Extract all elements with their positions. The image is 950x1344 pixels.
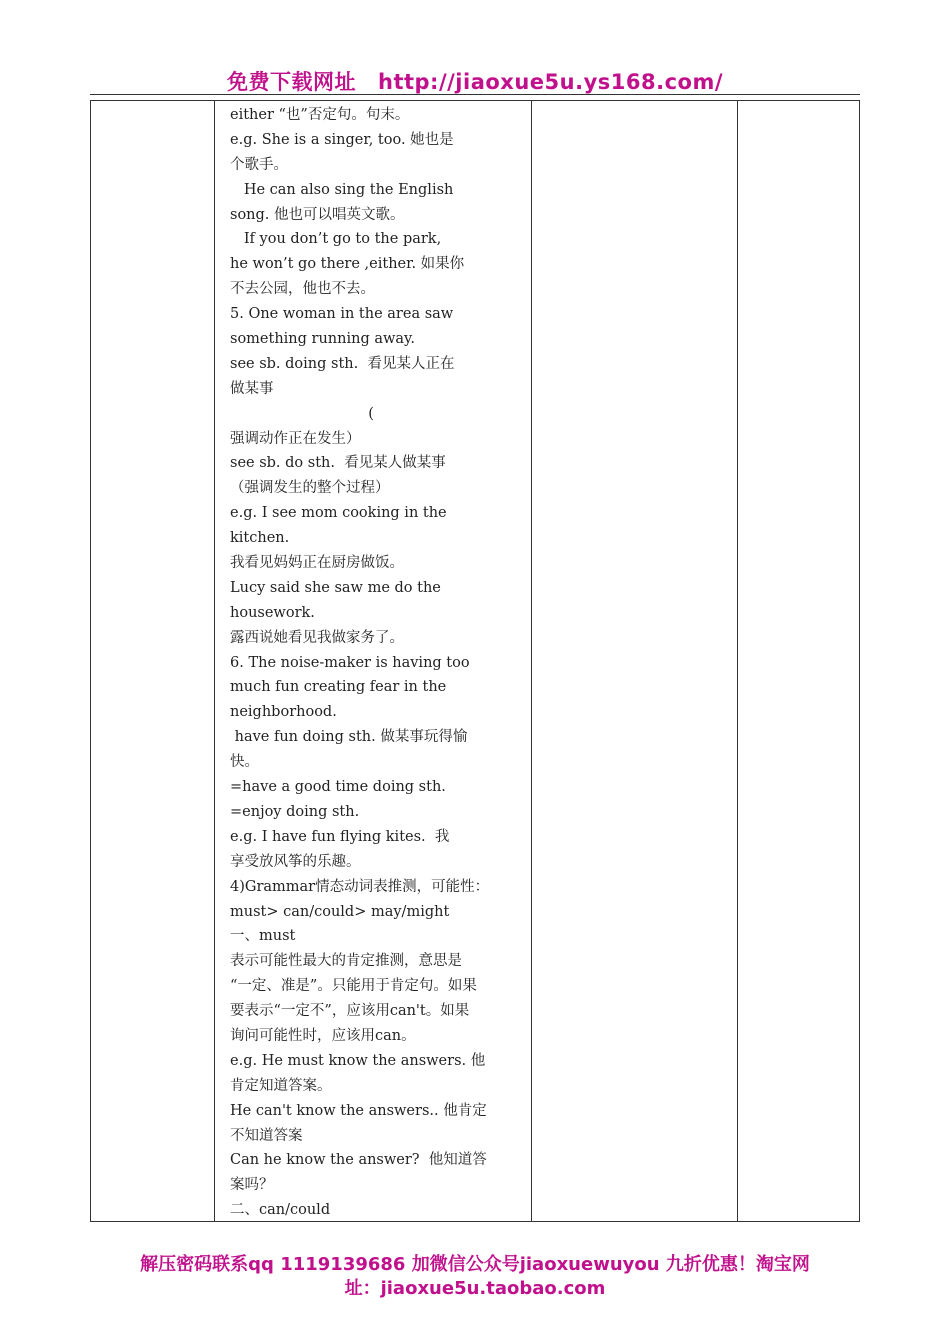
content-line: kitchen. [230,530,290,547]
header-url[interactable]: http://jiaoxue5u.ys168.com/ [378,70,723,94]
content-line: “一定、准是”。只能用于肯定句。如果 [230,978,477,995]
content-line: 做某事 [230,380,274,397]
column-divider-3 [737,101,738,1221]
content-line: 4)Grammar情态动词表推测，可能性： [230,878,490,895]
content-line: 5. One woman in the area saw [230,306,454,323]
content-line: =enjoy doing sth. [230,803,360,820]
content-line: much fun creating fear in the [230,679,447,696]
content-line: 快。 [230,754,259,771]
content-line: 要表示“一定不”，应该用can't。如果 [230,1003,470,1020]
content-line: see sb. do sth. 看见某人做某事 [230,455,446,472]
content-line: have fun doing sth. 做某事玩得愉 [230,729,468,746]
content-line: either “也”否定句。句末。 [230,107,410,123]
content-line: 肯定知道答案。 [230,1077,332,1094]
content-line: 露西说她看见我做家务了。 [230,629,404,646]
content-line: neighborhood. [230,704,337,721]
content-line: e.g. She is a singer, too. 她也是 [230,131,454,148]
content-line: 6. The noise-maker is having too [230,654,470,671]
header-rule [90,94,860,95]
content-line: 表示可能性最大的肯定推测，意思是 [230,953,462,970]
content-line: 享受放风筝的乐趣。 [230,853,361,870]
content-line: e.g. I see mom cooking in the [230,505,447,522]
column-divider-2 [531,101,532,1221]
content-line: something running away. [230,331,415,348]
content-line: （强调发生的整个过程） [230,480,390,497]
content-line: 询问可能性时，应该用can。 [230,1027,416,1044]
content-line: 强调动作正在发生） [230,430,361,447]
content-line: 我看见妈妈正在厨房做饭。 [230,555,404,572]
content-line: must> can/could> may/might [230,903,450,920]
content-line: housework. [230,604,315,621]
content-line: Can he know the answer? 他知道答 [230,1152,487,1169]
content-line: 一、must [230,928,296,945]
content-line: Lucy said she saw me do the [230,579,441,596]
notes-column [230,103,518,1223]
content-line: he won’t go there ,either. 如果你 [230,256,465,273]
content-line: 不去公园，他也不去。 [230,281,375,298]
column-divider-1 [214,101,215,1221]
content-line: 不知道答案 [230,1127,303,1144]
content-line: =have a good time doing sth. [230,779,446,796]
footer-line-1: 解压密码联系qq 1119139686 加微信公众号jiaoxuewuyou 九折优惠！淘宝网 [140,1254,810,1275]
page-header [0,66,950,96]
content-line: He can't know the answers.. 他肯定 [230,1102,487,1119]
page-footer [0,1253,950,1301]
content-line: 个歌手。 [230,156,288,173]
header-label: 免费下载网址 [227,70,356,94]
content-line: e.g. He must know the answers. 他 [230,1052,486,1069]
footer-line-2[interactable]: 址：jiaoxue5u.taobao.com [344,1278,606,1299]
content-line: ( [230,405,374,422]
content-line: 二、can/could [230,1202,331,1219]
content-line: He can also sing the English [230,181,454,198]
content-line: If you don’t go to the park, [230,231,442,248]
content-line: see sb. doing sth. 看见某人正在 [230,355,455,372]
content-line: e.g. I have fun flying kites. 我 [230,828,450,845]
content-line: 案吗？ [230,1177,274,1194]
content-line: song. 他也可以唱英文歌。 [230,206,405,223]
